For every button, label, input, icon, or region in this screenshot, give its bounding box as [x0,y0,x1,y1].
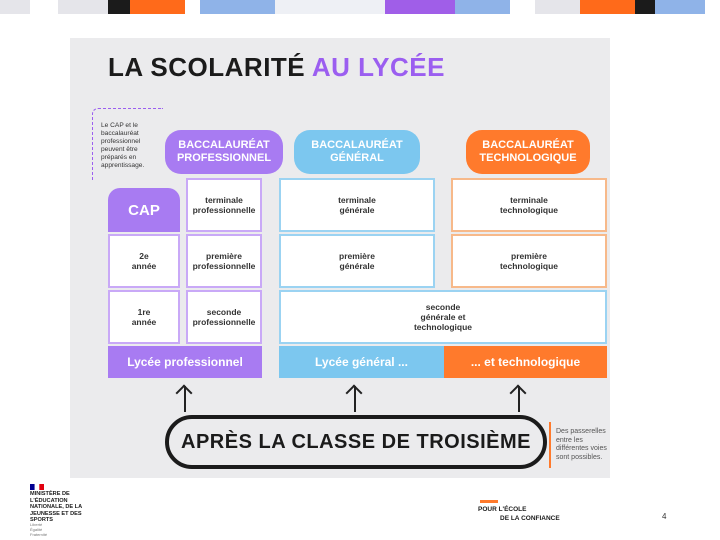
premiere-generale: première générale [279,234,435,288]
apprenticeship-note: Le CAP et le baccalauréat professionnel peuvent être préparés en apprentissage. [101,122,145,169]
top-strip-gray-mid [275,0,385,14]
top-strip-black-2 [635,0,655,14]
ministry-name: MINISTÈRE DE L'ÉDUCATION NATIONALE, DE LA JEUNESSE ET DES SPORTS [30,491,82,524]
bac-technologique: BACCALAURÉAT TECHNOLOGIQUE [466,130,590,174]
top-strip-orange-2 [580,0,635,14]
bac-general: BACCALAURÉAT GÉNÉRAL [294,130,420,174]
page-number: 4 [662,512,667,521]
title-accent: AU LYCÉE [311,52,445,82]
slide-title [108,52,445,83]
bac-professionnel: BACCALAURÉAT PROFESSIONNEL [165,130,283,174]
seconde-generale-technologique: seconde générale et technologique [279,290,607,344]
top-strip-orange [130,0,185,14]
cap-2e-annee: 2e année [108,234,180,288]
bar-lycee-technologique: ... et technologique [444,346,607,378]
top-strip-gray-left [0,0,30,14]
ecole-line-1: POUR L'ÉCOLE [478,506,527,513]
ecole-accent-mark [480,500,498,503]
terminale-technologique: terminale technologique [451,178,607,232]
top-strip-gray [58,0,108,14]
apres-troisieme-pill: APRÈS LA CLASSE DE TROISIÈME [165,415,547,469]
top-strip-blue-3 [655,0,705,14]
top-strip-gray-right [535,0,580,14]
cap-box: CAP [108,188,180,232]
ecole-line-2: DE LA CONFIANCE [500,515,560,522]
premiere-technologique: première technologique [451,234,607,288]
passerelles-note: Des passerelles entre les différentes voies sont possibles. [556,428,607,461]
top-strip-blue-2 [455,0,510,14]
ministry-motto: Liberté Égalité Fraternité [30,522,48,537]
seconde-professionnelle: seconde professionnelle [186,290,262,344]
passerelles-accent-line [549,422,551,468]
top-strip-black [108,0,130,14]
title-main: LA SCOLARITÉ [108,52,306,82]
marianne-flag-icon [30,484,44,490]
ecole-confiance-logo [478,505,560,523]
premiere-professionnelle: première professionnelle [186,234,262,288]
cap-1re-annee: 1re année [108,290,180,344]
terminale-generale: terminale générale [279,178,435,232]
bar-lycee-general: Lycée général ... [279,346,444,378]
top-strip-violet [385,0,455,14]
terminale-professionnelle: terminale professionnelle [186,178,262,232]
top-strip-blue [200,0,275,14]
bar-lycee-professionnel: Lycée professionnel [108,346,262,378]
